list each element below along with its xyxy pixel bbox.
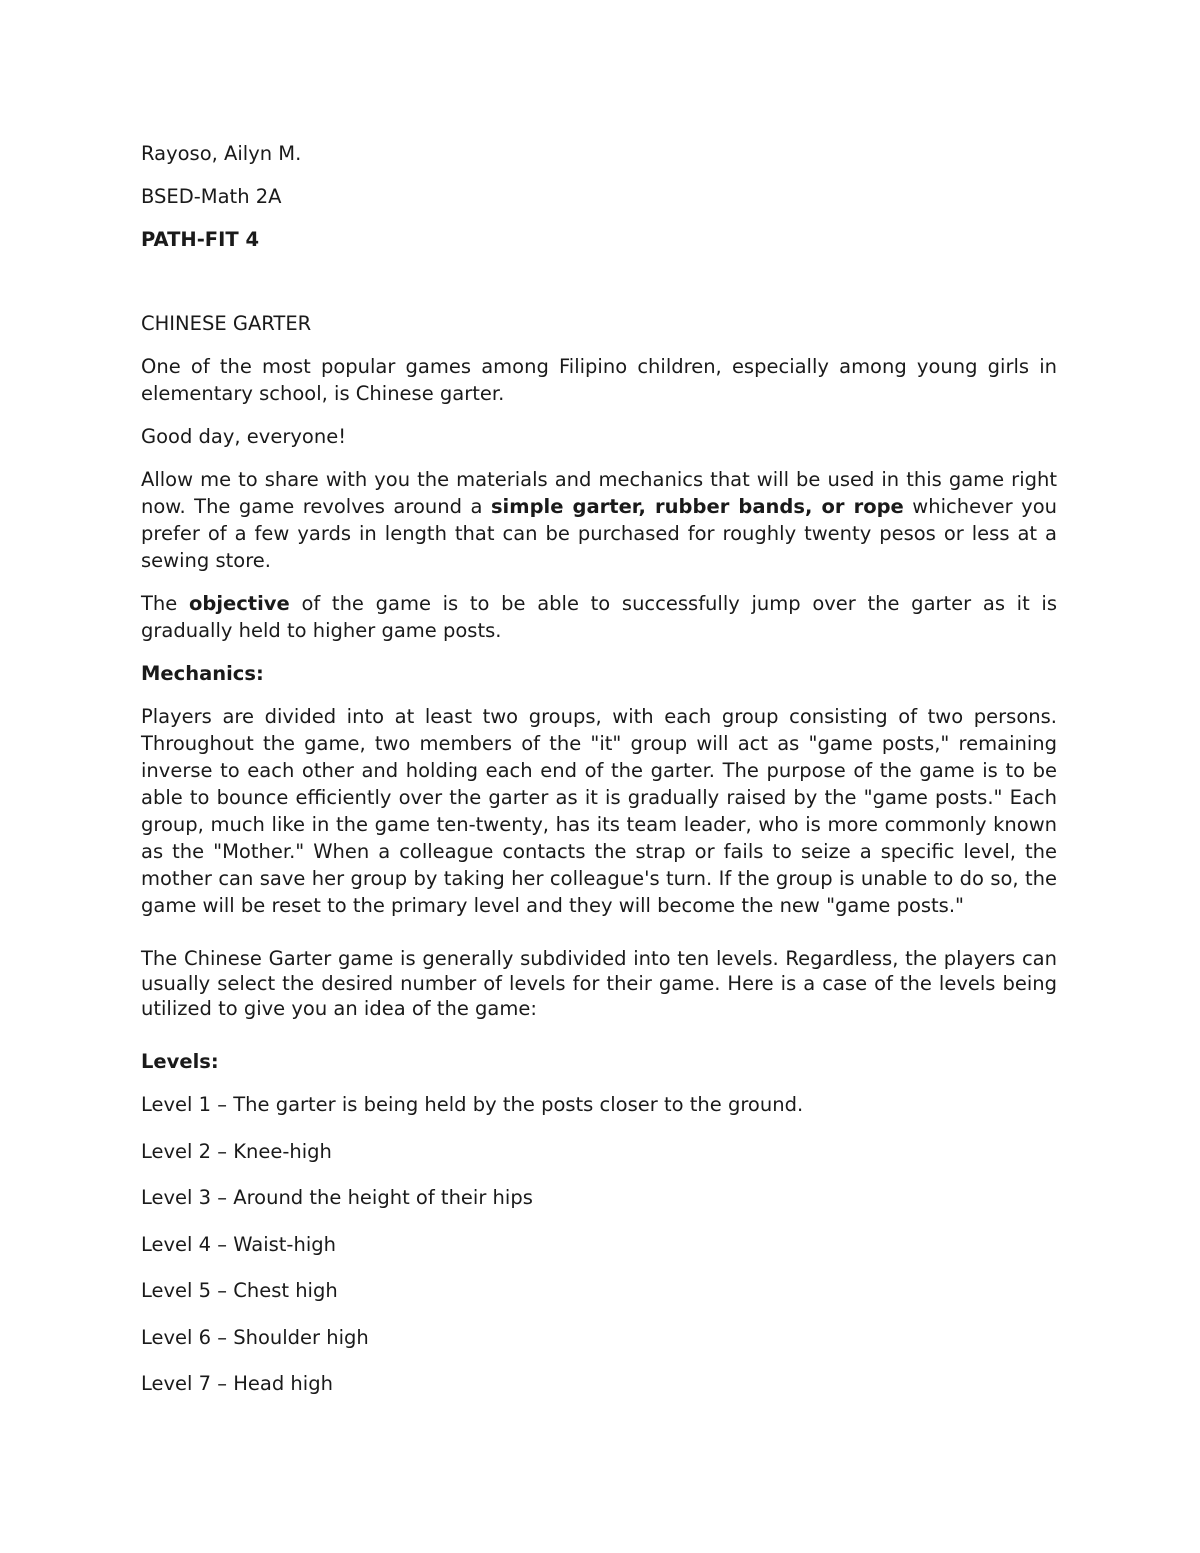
document-title: CHINESE GARTER (141, 312, 312, 335)
course-section: BSED-Math 2A (141, 185, 282, 208)
list-item: Level 1 – The garter is being held by the posts closer to the ground. (141, 1093, 804, 1116)
greeting-paragraph: Good day, everyone! (141, 425, 347, 448)
list-item: Level 2 – Knee-high (141, 1139, 332, 1163)
author-name: Rayoso, Ailyn M. (141, 142, 302, 165)
list-item: Level 4 – Waist-high (141, 1232, 336, 1256)
document-body (141, 140, 1057, 1417)
list-item: Level 7 – Head high (141, 1372, 333, 1395)
objective-bold-text: objective (188, 592, 290, 615)
list-item: Level 3 – Around the height of their hips (141, 1186, 533, 1209)
list-item: Level 6 – Shoulder high (141, 1325, 369, 1349)
mechanics-paragraph: Players are divided into at least two groups, with each group consisting of two persons. Throughout the game, two members of the "it" group will act as "game posts," remaining inverse to each other and holding each end of the garter. The purpose of the game is to be able to bounce efficiently over the garter as it is gradually raised by the "game posts." Each group, much like in the game ten-twenty, has its team leader, who is more commonly known as the "Mother." When a colleague contacts the strap or fails to seize a specific level, the mother can save her group by taking her colleague's turn. If the group is unable to do so, the game will be reset to the primary level and they will become the new "game posts." (141, 705, 1057, 917)
materials-text-before: Allow me to share with you the materials and mechanics that will be used in this game right now. The game revolves around a (141, 468, 1057, 518)
materials-paragraph (141, 466, 1057, 574)
levels-list (141, 1091, 1057, 1397)
objective-text-after: of the game is to be able to successfully jump over the garter as it is gradually held to higher game posts. (141, 592, 1058, 642)
objective-paragraph (141, 590, 1057, 644)
materials-bold-text: simple garter, rubber bands, or rope (490, 495, 904, 518)
intro-paragraph: One of the most popular games among Filipino children, especially among young girls in elementary school, is Chinese garter. (141, 355, 1057, 405)
levels-heading: Levels: (141, 1050, 219, 1073)
materials-text-after: whichever you prefer of a few yards in length that can be purchased for roughly twenty pesos or less at a sewing store. (141, 495, 1057, 572)
list-item: Level 5 – Chest high (141, 1279, 338, 1302)
mechanics-heading: Mechanics: (141, 662, 264, 685)
objective-text-before: The (141, 592, 189, 615)
levels-intro-paragraph: The Chinese Garter game is generally subdivided into ten levels. Regardless, the players can usually select the desired number of levels for their game. Here is a case of the levels being utilized to give you an idea of the game: (141, 947, 1057, 1020)
subject-code: PATH-FIT 4 (141, 228, 260, 251)
